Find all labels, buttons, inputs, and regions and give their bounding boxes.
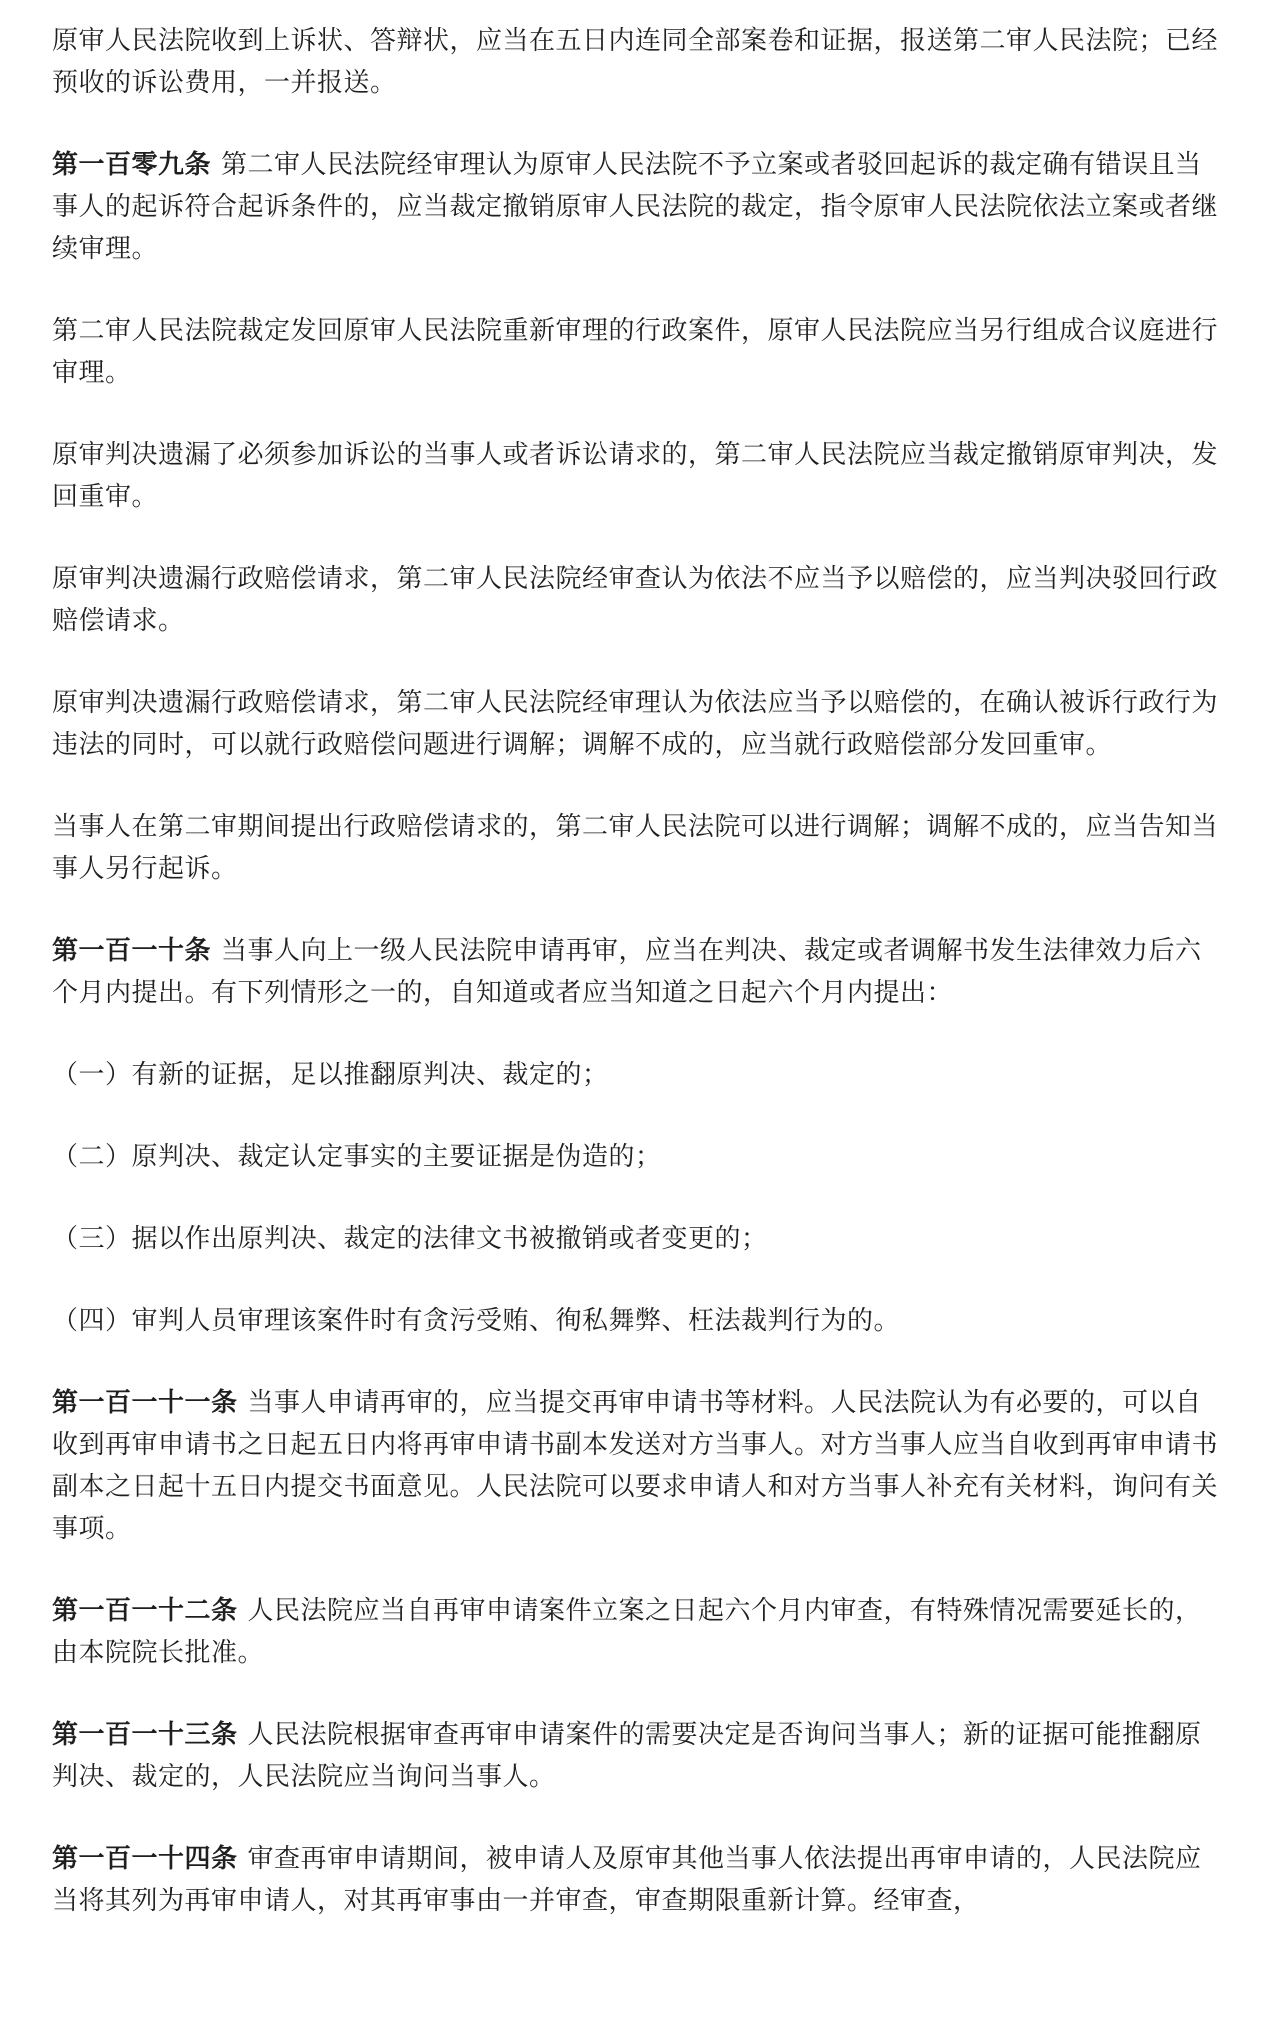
article-114 xyxy=(52,1838,1226,1922)
article-111 xyxy=(52,1382,1226,1550)
article-109 xyxy=(52,144,1226,270)
paragraph-5 xyxy=(52,558,1226,642)
article-110 xyxy=(52,930,1226,1014)
article-title: 第一百一十三条 xyxy=(52,1720,238,1750)
paragraph-text: 审查再审申请期间，被申请人及原审其他当事人依法提出再审申请的，人民法院应当将其列为再审申请人，对其再审事由一并审查，审查期限重新计算。经审查， xyxy=(52,1844,1202,1916)
paragraph-4 xyxy=(52,434,1226,518)
list-item-2 xyxy=(52,1136,1226,1178)
paragraph-text: （三）据以作出原判决、裁定的法律文书被撤销或者变更的； xyxy=(52,1224,768,1254)
paragraph-text: （一）有新的证据，足以推翻原判决、裁定的； xyxy=(52,1060,609,1090)
paragraph-text: 第二审人民法院经审理认为原审人民法院不予立案或者驳回起诉的裁定确有错误且当事人的起诉符合起诉条件的，应当裁定撤销原审人民法院的裁定，指令原审人民法院依法立案或者继续审理。 xyxy=(52,150,1219,264)
paragraph-text: 原审人民法院收到上诉状、答辩状，应当在五日内连同全部案卷和证据，报送第二审人民法院；已经预收的诉讼费用，一并报送。 xyxy=(52,26,1219,98)
paragraph-text: 原审判决遗漏了必须参加诉讼的当事人或者诉讼请求的，第二审人民法院应当裁定撤销原审判决，发回重审。 xyxy=(52,440,1219,512)
paragraph-text: 人民法院应当自再审申请案件立案之日起六个月内审查，有特殊情况需要延长的，由本院院长批准。 xyxy=(52,1596,1202,1668)
article-title: 第一百一十四条 xyxy=(52,1844,238,1874)
paragraph-1 xyxy=(52,20,1226,104)
paragraph-3 xyxy=(52,310,1226,394)
paragraph-text: 原审判决遗漏行政赔偿请求，第二审人民法院经审查认为依法不应当予以赔偿的，应当判决驳回行政赔偿请求。 xyxy=(52,564,1219,636)
list-item-3 xyxy=(52,1218,1226,1260)
article-title: 第一百一十条 xyxy=(52,936,212,966)
list-item-4 xyxy=(52,1300,1226,1342)
paragraph-text: （二）原判决、裁定认定事实的主要证据是伪造的； xyxy=(52,1142,662,1172)
paragraph-text: 当事人向上一级人民法院申请再审，应当在判决、裁定或者调解书发生法律效力后六个月内提出。有下列情形之一的，自知道或者应当知道之日起六个月内提出： xyxy=(52,936,1202,1008)
article-title: 第一百一十二条 xyxy=(52,1596,238,1626)
article-112 xyxy=(52,1590,1226,1674)
paragraph-text: 当事人申请再审的，应当提交再审申请书等材料。人民法院认为有必要的，可以自收到再审申请书之日起五日内将再审申请书副本发送对方当事人。对方当事人应当自收到再审申请书副本之日起十五日内提交书面意见。人民法院可以要求申请人和对方当事人补充有关材料，询问有关事项。 xyxy=(52,1388,1219,1544)
paragraph-text: 第二审人民法院裁定发回原审人民法院重新审理的行政案件，原审人民法院应当另行组成合议庭进行审理。 xyxy=(52,316,1219,388)
article-113 xyxy=(52,1714,1226,1798)
paragraph-text: 人民法院根据审查再审申请案件的需要决定是否询问当事人；新的证据可能推翻原判决、裁定的，人民法院应当询问当事人。 xyxy=(52,1720,1202,1792)
paragraph-7 xyxy=(52,806,1226,890)
article-title: 第一百零九条 xyxy=(52,150,212,180)
list-item-1 xyxy=(52,1054,1226,1096)
paragraph-text: （四）审判人员审理该案件时有贪污受贿、徇私舞弊、枉法裁判行为的。 xyxy=(52,1306,901,1336)
paragraph-6 xyxy=(52,682,1226,766)
paragraph-text: 原审判决遗漏行政赔偿请求，第二审人民法院经审理认为依法应当予以赔偿的，在确认被诉行政行为违法的同时，可以就行政赔偿问题进行调解；调解不成的，应当就行政赔偿部分发回重审。 xyxy=(52,688,1219,760)
paragraph-text: 当事人在第二审期间提出行政赔偿请求的，第二审人民法院可以进行调解；调解不成的，应当告知当事人另行起诉。 xyxy=(52,812,1219,884)
article-title: 第一百一十一条 xyxy=(52,1388,238,1418)
